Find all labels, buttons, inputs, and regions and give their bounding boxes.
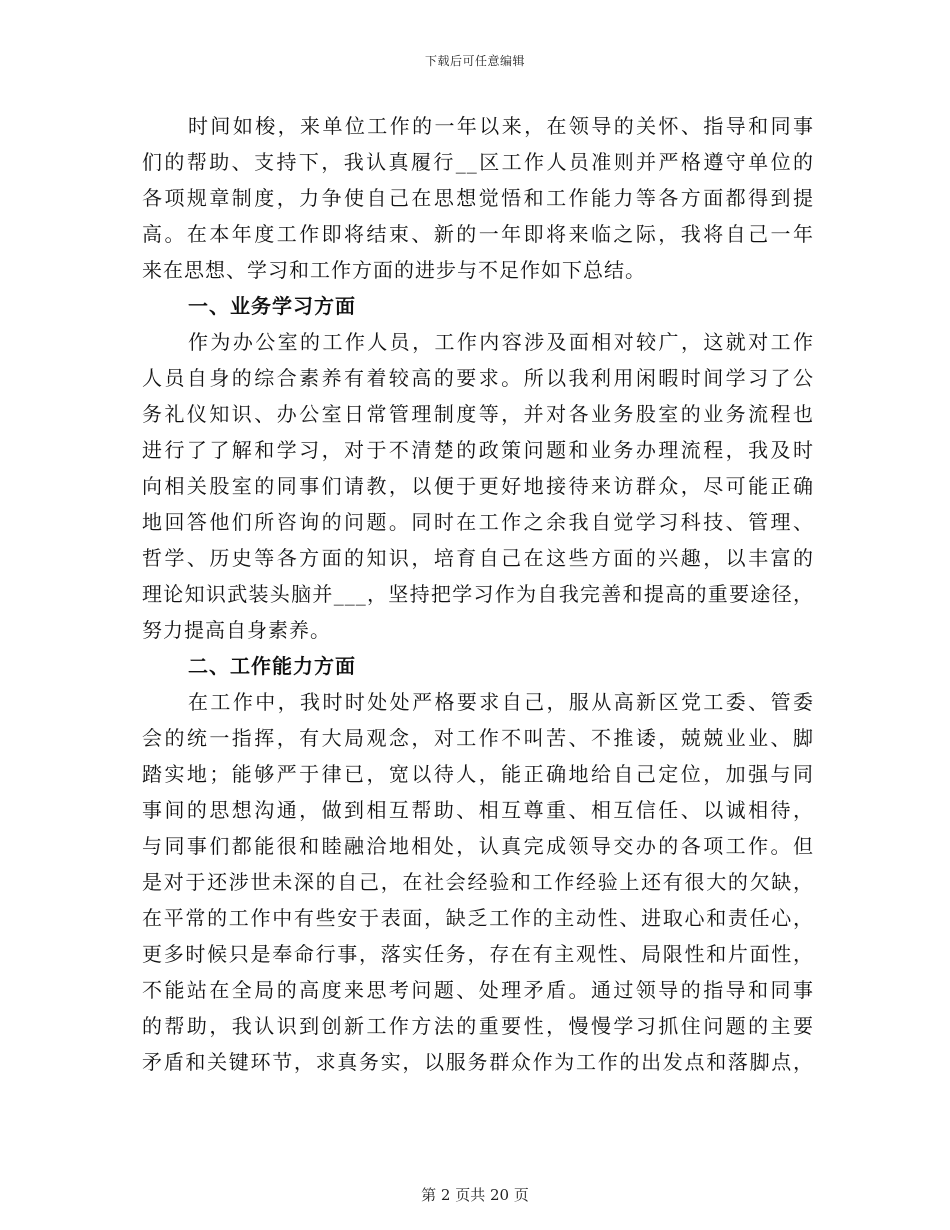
paragraph-line: 进行了了解和学习，对于不清楚的政策问题和业务办理流程，我及时 — [142, 438, 814, 462]
section-heading: 一、业务学习方面 — [188, 294, 356, 318]
paragraph-line: 与同事们都能很和睦融洽地相处，认真完成领导交办的各项工作。但 — [142, 834, 814, 858]
paragraph-line: 哲学、历史等各方面的知识，培育自己在这些方面的兴趣，以丰富的 — [142, 546, 814, 570]
section-heading: 二、工作能力方面 — [188, 654, 356, 678]
paragraph-line: 人员自身的综合素养有着较高的要求。所以我利用闲暇时间学习了公 — [142, 366, 814, 390]
paragraph-line: 在工作中，我时时处处严格要求自己，服从高新区党工委、管委 — [188, 690, 814, 714]
paragraph-line: 踏实地；能够严于律已，宽以待人，能正确地给自己定位，加强与同 — [142, 762, 814, 786]
paragraph-line: 在平常的工作中有些安于表面，缺乏工作的主动性、进取心和责任心， — [142, 906, 814, 930]
paragraph-line: 务礼仪知识、办公室日常管理制度等，并对各业务股室的业务流程也 — [142, 402, 814, 426]
paragraph-line: 矛盾和关键环节，求真务实，以服务群众作为工作的出发点和落脚点， — [142, 1050, 814, 1074]
paragraph-line: 向相关股室的同事们请教，以便于更好地接待来访群众，尽可能正确 — [142, 474, 814, 498]
paragraph-line: 时间如梭，来单位工作的一年以来，在领导的关怀、指导和同事 — [188, 114, 814, 138]
paragraph-line: 高。在本年度工作即将结束、新的一年即将来临之际，我将自己一年 — [142, 222, 814, 246]
paragraph-line: 们的帮助、支持下，我认真履行__区工作人员准则并严格遵守单位的 — [142, 150, 814, 174]
paragraph-line: 理论知识武装头脑并___，坚持把学习作为自我完善和提高的重要途径， — [142, 582, 814, 606]
paragraph-line: 事间的思想沟通，做到相互帮助、相互尊重、相互信任、以诚相待， — [142, 798, 814, 822]
paragraph-line: 地回答他们所咨询的问题。同时在工作之余我自觉学习科技、管理、 — [142, 510, 814, 534]
paragraph-line: 是对于还涉世未深的自己，在社会经验和工作经验上还有很大的欠缺， — [142, 870, 814, 894]
paragraph-line: 会的统一指挥，有大局观念，对工作不叫苦、不推诿，兢兢业业、脚 — [142, 726, 814, 750]
paragraph-line: 作为办公室的工作人员，工作内容涉及面相对较广，这就对工作 — [188, 330, 814, 354]
document-body — [142, 108, 814, 1080]
page-footer: 第 2 页共 20 页 — [421, 1186, 529, 1204]
paragraph-line: 来在思想、学习和工作方面的进步与不足作如下总结。 — [142, 258, 646, 282]
paragraph-line: 的帮助，我认识到创新工作方法的重要性，慢慢学习抓住问题的主要 — [142, 1014, 814, 1038]
paragraph-line: 不能站在全局的高度来思考问题、处理矛盾。通过领导的指导和同事 — [142, 978, 814, 1002]
paragraph-line: 更多时候只是奉命行事，落实任务，存在有主观性、局限性和片面性， — [142, 942, 814, 966]
paragraph-line: 努力提高自身素养。 — [142, 618, 331, 642]
paragraph-line: 各项规章制度，力争使自己在思想觉悟和工作能力等各方面都得到提 — [142, 186, 814, 210]
page-header: 下载后可任意编辑 — [424, 54, 525, 68]
